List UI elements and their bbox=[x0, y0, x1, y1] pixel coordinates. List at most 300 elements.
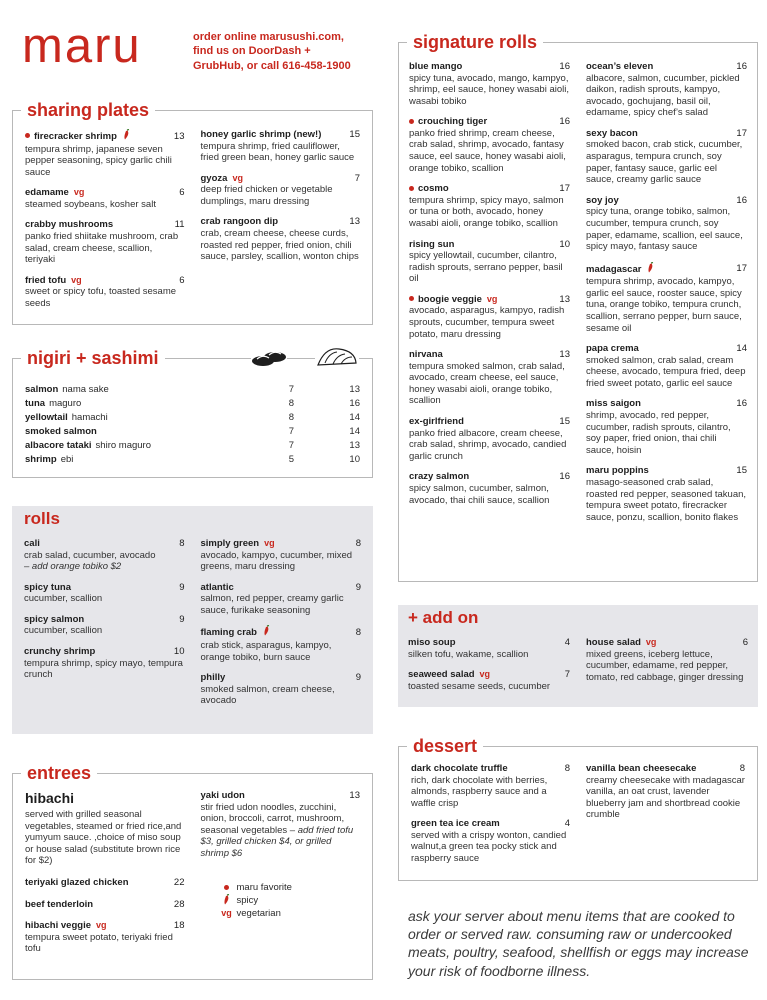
item-header bbox=[408, 669, 570, 681]
item-price: 17 bbox=[736, 263, 747, 275]
item-name-wrap bbox=[408, 669, 490, 681]
item-name: simply green bbox=[200, 538, 260, 549]
item-name-wrap bbox=[24, 614, 84, 626]
item-header bbox=[201, 129, 361, 141]
item-name: seaweed salad bbox=[408, 669, 475, 681]
item-name-wrap bbox=[24, 646, 95, 658]
fish-name-cell bbox=[25, 454, 216, 466]
entrees-list bbox=[25, 877, 185, 955]
item-name-wrap bbox=[201, 538, 275, 550]
vegetarian-badge: vg bbox=[232, 172, 243, 183]
item-description: crab stick, asparagus, kampyo, orange tobiko, burn sauce bbox=[200, 640, 332, 663]
menu-item bbox=[201, 216, 361, 262]
item-price: 13 bbox=[559, 293, 570, 305]
nigiri-table bbox=[25, 383, 360, 467]
item-name: soy joy bbox=[586, 194, 619, 206]
item-name: sexy bacon bbox=[586, 127, 638, 139]
item-name: teriyaki glazed chicken bbox=[25, 876, 129, 888]
item-description: tempura sweet potato, teriyaki fried tofu bbox=[25, 931, 173, 955]
menu-item bbox=[408, 637, 570, 660]
item-name-wrap bbox=[25, 219, 113, 231]
item-price: 11 bbox=[174, 219, 185, 231]
addon-left-column bbox=[408, 637, 570, 701]
item-name-wrap bbox=[411, 818, 500, 830]
item-name: gyoza bbox=[200, 172, 228, 184]
item-name: cali bbox=[24, 538, 40, 549]
entrees-left-column bbox=[25, 790, 185, 965]
section-title: signature rolls bbox=[407, 31, 543, 53]
dessert-right-column bbox=[586, 763, 745, 874]
menu-item bbox=[586, 465, 747, 523]
vegetarian-badge: vg bbox=[71, 274, 82, 285]
nigiri-row bbox=[25, 383, 360, 397]
item-description: mixed greens, iceberg lettuce, cucumber, edamame, red pepper, tomato, red cabbage, ginger dressing bbox=[586, 648, 744, 683]
addon-right-column bbox=[586, 637, 748, 701]
fish-name-cell bbox=[25, 412, 216, 424]
nigiri-row bbox=[25, 397, 360, 411]
item-name-wrap bbox=[409, 239, 454, 251]
section-title: rolls bbox=[24, 509, 60, 528]
fish-name: tuna bbox=[25, 398, 46, 410]
menu-item bbox=[201, 173, 361, 208]
item-name: atlantic bbox=[200, 581, 234, 593]
item-description: crab salad, cucumber, avocado bbox=[24, 549, 156, 561]
fish-name: salmon bbox=[25, 384, 59, 396]
item-name-wrap bbox=[201, 129, 322, 141]
menu-item bbox=[25, 899, 185, 911]
item-description: smoked salmon, crab salad, cream cheese, avocado, tempura fried, deep fried sweet potato, garlic eel sauce bbox=[586, 354, 746, 389]
sashimi-price: 14 bbox=[349, 426, 360, 438]
item-name: crabby mushrooms bbox=[25, 219, 114, 231]
item-header bbox=[24, 646, 185, 658]
fish-japanese-name: nama sake bbox=[62, 384, 109, 396]
order-info-line: find us on DoorDash + bbox=[193, 45, 311, 58]
item-note: – add orange tobiko $2 bbox=[24, 561, 122, 573]
hibachi-description: served with grilled seasonal vegetables, steamed or fried rice,and yumyum sauce. ,choice of miso soup or house salad (substitute brown rice for $2) bbox=[25, 809, 182, 867]
item-price: 8 bbox=[564, 763, 570, 774]
item-header bbox=[586, 128, 747, 140]
item-description: spicy tuna, avocado, mango, kampyo, shrimp, eel sauce, honey wasabi aioli, wasabi tobiko bbox=[409, 72, 570, 107]
menu-item bbox=[25, 920, 185, 955]
item-header bbox=[201, 216, 361, 228]
fish-name: albacore tataki bbox=[25, 440, 92, 452]
item-description: masago-seasoned crab salad, roasted red pepper, seasoned takuan, tempura sweet potato, firecracker sauce, ponzu, scallion, bonito flakes bbox=[586, 476, 747, 523]
sashimi-price: 13 bbox=[349, 384, 360, 396]
item-name: cosmo bbox=[418, 183, 449, 195]
order-info bbox=[193, 30, 383, 73]
spicy-icon bbox=[646, 262, 655, 277]
menu-item bbox=[24, 614, 185, 637]
vegetarian-badge: vg bbox=[73, 187, 85, 198]
item-name: boogie veggie bbox=[418, 293, 482, 305]
item-name-wrap bbox=[25, 129, 131, 144]
item-price: 16 bbox=[736, 398, 747, 410]
item-header bbox=[409, 116, 570, 128]
item-name: ocean’s eleven bbox=[586, 61, 654, 72]
item-header bbox=[25, 877, 185, 889]
item-description: tempura shrimp, japanese seven pepper seasoning, spicy garlic chili sauce bbox=[25, 143, 172, 178]
item-name-wrap bbox=[409, 471, 469, 483]
item-description: panko fried shiitake mushroom, crab salad, cream cheese, scallion, teriyaki bbox=[25, 231, 179, 266]
item-description: avocado, asparagus, kampyo, radish sprouts, cucumber, tempura sweet potato, maru dressing bbox=[409, 305, 565, 340]
vegetarian-badge: vg bbox=[645, 637, 657, 647]
menu-item bbox=[24, 582, 185, 605]
item-name: beef tenderloin bbox=[25, 898, 94, 910]
item-name-wrap bbox=[25, 920, 107, 932]
nigiri-price: 7 bbox=[288, 440, 295, 452]
menu-item bbox=[409, 416, 570, 462]
item-name: miso soup bbox=[408, 637, 456, 648]
item-price: 13 bbox=[173, 130, 185, 142]
menu-item bbox=[201, 625, 362, 663]
item-price: 7 bbox=[564, 669, 570, 681]
item-price: 6 bbox=[742, 637, 748, 648]
item-header bbox=[25, 187, 185, 199]
item-price: 9 bbox=[179, 581, 185, 593]
nigiri-sashimi-section bbox=[12, 348, 373, 478]
item-description: spicy yellowtail, cucumber, cilantro, radish sprouts, serrano pepper, basil oil bbox=[409, 250, 563, 285]
item-price: 9 bbox=[179, 613, 185, 625]
sharing-left-column bbox=[25, 129, 185, 319]
menu-item bbox=[24, 646, 185, 681]
item-price: 8 bbox=[179, 538, 185, 549]
item-description: spicy tuna, orange tobiko, salmon, cucumber, tempura crunch, soy paper, edamame, scallion, eel sauce, spicy mayo, fantasy sauce bbox=[586, 206, 743, 253]
item-description: silken tofu, wakame, scallion bbox=[408, 648, 529, 660]
item-name-wrap bbox=[586, 61, 653, 73]
item-name-wrap bbox=[411, 763, 508, 775]
item-desc-text: stir fried udon noodles, zucchini, onion, broccoli, carrot, mushroom, seasonal vegetables bbox=[200, 801, 345, 836]
sashimi-price: 10 bbox=[349, 454, 360, 466]
item-name-wrap bbox=[25, 899, 93, 911]
item-price: 16 bbox=[559, 471, 570, 483]
menu-item bbox=[409, 183, 570, 229]
item-description: avocado, kampyo, cucumber, mixed greens, maru dressing bbox=[200, 549, 353, 573]
rolls-left-column bbox=[24, 538, 185, 716]
nigiri-row bbox=[25, 453, 360, 467]
fish-japanese-name: hamachi bbox=[71, 412, 108, 424]
item-description: cucumber, scallion bbox=[24, 593, 103, 605]
menu-item bbox=[586, 195, 747, 253]
fish-japanese-name: shiro maguro bbox=[95, 440, 151, 452]
item-name-wrap bbox=[201, 625, 272, 640]
hibachi-heading: hibachi bbox=[25, 790, 75, 806]
order-info-line: GrubHub, or call 616-458-1900 bbox=[193, 59, 351, 72]
legend-item bbox=[217, 894, 361, 907]
menu-item bbox=[408, 669, 570, 692]
item-name-wrap bbox=[25, 877, 129, 889]
legend bbox=[217, 881, 361, 920]
menu-item bbox=[586, 637, 748, 683]
dessert-left-column bbox=[411, 763, 570, 874]
dessert-section bbox=[398, 736, 758, 881]
item-name-wrap bbox=[201, 582, 234, 594]
item-name-wrap bbox=[409, 116, 487, 128]
spicy-icon bbox=[122, 129, 131, 144]
menu-item bbox=[409, 116, 570, 174]
section-title: entrees bbox=[21, 762, 97, 784]
item-name-wrap bbox=[409, 183, 449, 195]
item-price: 16 bbox=[736, 194, 747, 206]
item-name: crab rangoon dip bbox=[200, 216, 279, 228]
legend-marker bbox=[217, 882, 237, 894]
menu-item bbox=[201, 538, 362, 573]
item-name: firecracker shrimp bbox=[34, 130, 117, 142]
item-description: toasted sesame seeds, cucumber bbox=[408, 680, 551, 692]
menu-item bbox=[24, 538, 185, 573]
item-name-wrap bbox=[201, 216, 279, 228]
sashimi-price: 13 bbox=[349, 440, 360, 452]
item-header bbox=[586, 398, 747, 410]
item-name: spicy salmon bbox=[24, 613, 85, 625]
sashimi-price: 14 bbox=[349, 412, 360, 424]
rolls-section bbox=[12, 506, 373, 734]
menu-item bbox=[586, 343, 747, 389]
legend-marker bbox=[217, 908, 237, 920]
fish-japanese-name: ebi bbox=[60, 454, 74, 466]
restaurant-logo: maru bbox=[22, 19, 142, 73]
item-header bbox=[201, 538, 362, 550]
item-header bbox=[409, 239, 570, 251]
item-header bbox=[586, 763, 745, 775]
item-name: spicy tuna bbox=[24, 581, 71, 593]
item-description: creamy cheesecake with madagascar vanilla, an oat crust, lavender blueberry jam and shortbread cookie crumble bbox=[586, 774, 745, 821]
item-name: edamame bbox=[25, 187, 69, 199]
item-price: 15 bbox=[349, 129, 360, 140]
item-name-wrap bbox=[24, 538, 40, 550]
item-header bbox=[25, 219, 185, 231]
item-header bbox=[25, 899, 185, 911]
order-info-line: order online marusushi.com, bbox=[193, 31, 344, 43]
rolls-right-column bbox=[201, 538, 362, 716]
item-price: 22 bbox=[173, 876, 185, 888]
item-price: 8 bbox=[739, 763, 745, 774]
entrees-right-column bbox=[201, 790, 361, 965]
item-header bbox=[409, 349, 570, 361]
signature-left-column bbox=[409, 61, 570, 532]
item-name-wrap bbox=[586, 128, 638, 140]
item-name: flaming crab bbox=[200, 627, 257, 639]
item-header bbox=[409, 471, 570, 483]
menu-item bbox=[586, 128, 747, 186]
item-price: 8 bbox=[355, 627, 361, 639]
item-price: 15 bbox=[559, 416, 570, 428]
maru-favorite-icon bbox=[409, 296, 414, 301]
item-header bbox=[201, 625, 362, 640]
legend-label: vegetarian bbox=[236, 908, 281, 920]
item-header bbox=[586, 195, 747, 207]
item-name: crunchy shrimp bbox=[24, 646, 96, 658]
spicy-icon bbox=[262, 625, 271, 640]
item-name: dark chocolate truffle bbox=[411, 763, 508, 774]
nigiri-price: 7 bbox=[288, 426, 295, 438]
nigiri-icon bbox=[251, 345, 287, 369]
item-price: 18 bbox=[173, 920, 185, 932]
item-name: nirvana bbox=[409, 349, 443, 361]
item-description: shrimp, avocado, red pepper, cucumber, radish sprouts, cilantro, soy paper, fried onion, thai chili sauce, hoisin bbox=[586, 410, 731, 456]
item-description: tempura shrimp, spicy mayo, salmon or tuna or both, avocado, honey wasabi aioli, orange tobiko, scallion bbox=[409, 194, 564, 229]
item-name-wrap bbox=[586, 195, 619, 207]
item-description: panko fried albacore, cream cheese, crab salad, shrimp, avocado, candied garlic crunch bbox=[409, 427, 567, 462]
fish-name: smoked salmon bbox=[25, 426, 97, 438]
menu-item bbox=[586, 763, 745, 821]
nigiri-price: 7 bbox=[288, 384, 295, 396]
add-on-section bbox=[398, 605, 758, 707]
menu-item bbox=[201, 790, 361, 859]
spicy-icon bbox=[222, 897, 231, 908]
menu-item bbox=[409, 349, 570, 407]
menu-item bbox=[201, 582, 362, 617]
fish-name: yellowtail bbox=[25, 412, 68, 424]
sharing-plates-section bbox=[12, 100, 373, 325]
item-name: green tea ice cream bbox=[411, 818, 500, 830]
maru-favorite-icon bbox=[409, 186, 414, 191]
maru-favorite-icon bbox=[224, 885, 229, 890]
item-name-wrap bbox=[25, 275, 82, 287]
item-name: vanilla bean cheesecake bbox=[586, 763, 697, 774]
fish-name-cell bbox=[25, 384, 216, 396]
item-name-wrap bbox=[201, 672, 226, 684]
item-description: tempura shrimp, spicy mayo, tempura crunch bbox=[24, 657, 183, 681]
item-description: sweet or spicy tofu, toasted sesame seeds bbox=[25, 286, 177, 309]
item-name-wrap bbox=[586, 343, 639, 355]
item-name-wrap bbox=[24, 582, 71, 594]
item-description: cucumber, scallion bbox=[24, 625, 103, 637]
item-name: yaki udon bbox=[200, 790, 245, 801]
section-title: dessert bbox=[407, 735, 483, 757]
maru-favorite-icon bbox=[25, 133, 30, 138]
item-name: blue mango bbox=[409, 61, 463, 72]
item-description: tempura smoked salmon, crab salad, avocado, cream cheese, eel sauce, honey wasabi aioli, orange tobiko, scallion bbox=[409, 360, 565, 407]
item-name-wrap bbox=[409, 61, 462, 73]
item-header bbox=[24, 614, 185, 626]
nigiri-price: 5 bbox=[288, 454, 295, 466]
vegetarian-badge: vg bbox=[264, 538, 275, 548]
item-name-wrap bbox=[586, 262, 655, 277]
item-name: papa crema bbox=[586, 343, 639, 355]
item-description: albacore, salmon, cucumber, pickled daikon, radish sprouts, kampyo, avocado, gochujang, basil oil, edamame, spicy chef’s salad bbox=[586, 72, 740, 119]
item-price: 13 bbox=[349, 790, 360, 801]
menu-item bbox=[25, 275, 185, 310]
item-header bbox=[409, 416, 570, 428]
item-price: 14 bbox=[736, 343, 747, 355]
sharing-right-column bbox=[201, 129, 361, 319]
item-name: crouching tiger bbox=[418, 116, 488, 128]
item-name: maru poppins bbox=[586, 465, 649, 477]
nigiri-row bbox=[25, 411, 360, 425]
item-price: 10 bbox=[173, 646, 185, 658]
item-price: 4 bbox=[564, 818, 570, 830]
item-header bbox=[409, 183, 570, 195]
item-name: crazy salmon bbox=[409, 471, 470, 483]
item-note: – add fried tofu $3, grilled chicken $4, or grilled shrimp $6 bbox=[200, 824, 354, 859]
vegetarian-badge: vg bbox=[479, 669, 491, 680]
maru-favorite-icon bbox=[409, 119, 414, 124]
item-name: fried tofu bbox=[25, 274, 67, 286]
sashimi-icon bbox=[315, 343, 359, 369]
item-header bbox=[201, 672, 362, 684]
item-header bbox=[586, 637, 748, 649]
legend-item bbox=[217, 881, 361, 894]
item-price: 28 bbox=[173, 898, 185, 910]
item-header bbox=[25, 129, 185, 144]
item-header bbox=[201, 582, 362, 594]
item-description: tempura shrimp, avocado, kampyo, garlic eel sauce, rooster sauce, spicy tuna, orange tobiko, tempura crunch, scallion, serrano pepper, burn sauce, sesame oil bbox=[586, 276, 742, 334]
menu-item bbox=[409, 294, 570, 340]
item-header bbox=[411, 818, 570, 830]
item-price: 6 bbox=[179, 274, 185, 286]
item-price: 6 bbox=[179, 187, 185, 199]
nigiri-price: 8 bbox=[288, 412, 295, 424]
item-description: tempura shrimp, fried cauliflower, fried green bean, honey garlic sauce bbox=[200, 140, 355, 164]
fish-name-cell bbox=[25, 398, 216, 410]
legend-marker bbox=[217, 894, 237, 909]
item-description: smoked salmon, cream cheese, avocado bbox=[200, 683, 335, 707]
legend-label: maru favorite bbox=[236, 882, 292, 894]
fish-name: shrimp bbox=[25, 454, 57, 466]
item-name: miss saigon bbox=[586, 398, 641, 410]
menu-item bbox=[25, 877, 185, 889]
menu-item bbox=[201, 129, 361, 164]
menu-item bbox=[409, 61, 570, 107]
item-price: 7 bbox=[354, 172, 360, 184]
entrees-section bbox=[12, 763, 373, 980]
nigiri-row bbox=[25, 439, 360, 453]
menu-item bbox=[201, 672, 362, 707]
item-header bbox=[24, 538, 185, 550]
menu-item bbox=[409, 471, 570, 506]
item-name-wrap bbox=[586, 398, 641, 410]
menu-item bbox=[586, 262, 747, 334]
item-description: rich, dark chocolate with berries, almonds, raspberry sauce and a waffle crisp bbox=[411, 774, 548, 809]
item-header bbox=[586, 343, 747, 355]
item-price: 16 bbox=[559, 116, 570, 128]
item-description: crab, cream cheese, cheese curds, roasted red pepper, fried onion, chili sauce, parsley, scallion, wonton chips bbox=[200, 228, 359, 263]
item-header bbox=[24, 582, 185, 594]
menu-item bbox=[586, 398, 747, 456]
item-price: 8 bbox=[355, 538, 361, 549]
section-title: sharing plates bbox=[21, 99, 155, 121]
item-name: madagascar bbox=[586, 263, 642, 275]
item-name-wrap bbox=[586, 637, 656, 649]
fish-name-cell bbox=[25, 440, 216, 452]
item-price: 9 bbox=[355, 672, 361, 684]
fish-name-cell bbox=[25, 426, 216, 438]
fish-japanese-name: maguro bbox=[49, 398, 82, 410]
item-header bbox=[411, 763, 570, 775]
item-header bbox=[408, 637, 570, 649]
item-name: philly bbox=[200, 672, 226, 684]
item-description: smoked bacon, crab stick, cucumber, asparagus, tempura crunch, soy paper, fantasy sauce, garlic eel sauce, creamy garlic sauce bbox=[586, 139, 743, 186]
item-name: honey garlic shrimp (new!) bbox=[200, 129, 322, 140]
item-description: spicy salmon, cucumber, salmon, avocado, thai chili sauce, scallion bbox=[409, 482, 550, 506]
item-description: salmon, red pepper, creamy garlic sauce, furikake seasoning bbox=[200, 593, 344, 616]
item-price: 9 bbox=[355, 581, 361, 593]
item-description bbox=[201, 802, 361, 860]
item-price: 15 bbox=[736, 465, 747, 477]
item-description: steamed soybeans, kosher salt bbox=[25, 198, 156, 210]
item-header bbox=[25, 920, 185, 932]
item-description: deep fried chicken or vegetable dumplings, maru dressing bbox=[200, 184, 333, 207]
nigiri-price: 8 bbox=[288, 398, 295, 410]
section-title: nigiri + sashimi bbox=[21, 347, 165, 369]
legend-item bbox=[217, 907, 361, 920]
signature-rolls-section bbox=[398, 32, 758, 582]
item-name-wrap bbox=[586, 465, 649, 477]
menu-item bbox=[411, 818, 570, 864]
item-name-wrap bbox=[409, 294, 497, 306]
section-title: + add on bbox=[408, 608, 479, 627]
legend-label: spicy bbox=[236, 895, 259, 907]
